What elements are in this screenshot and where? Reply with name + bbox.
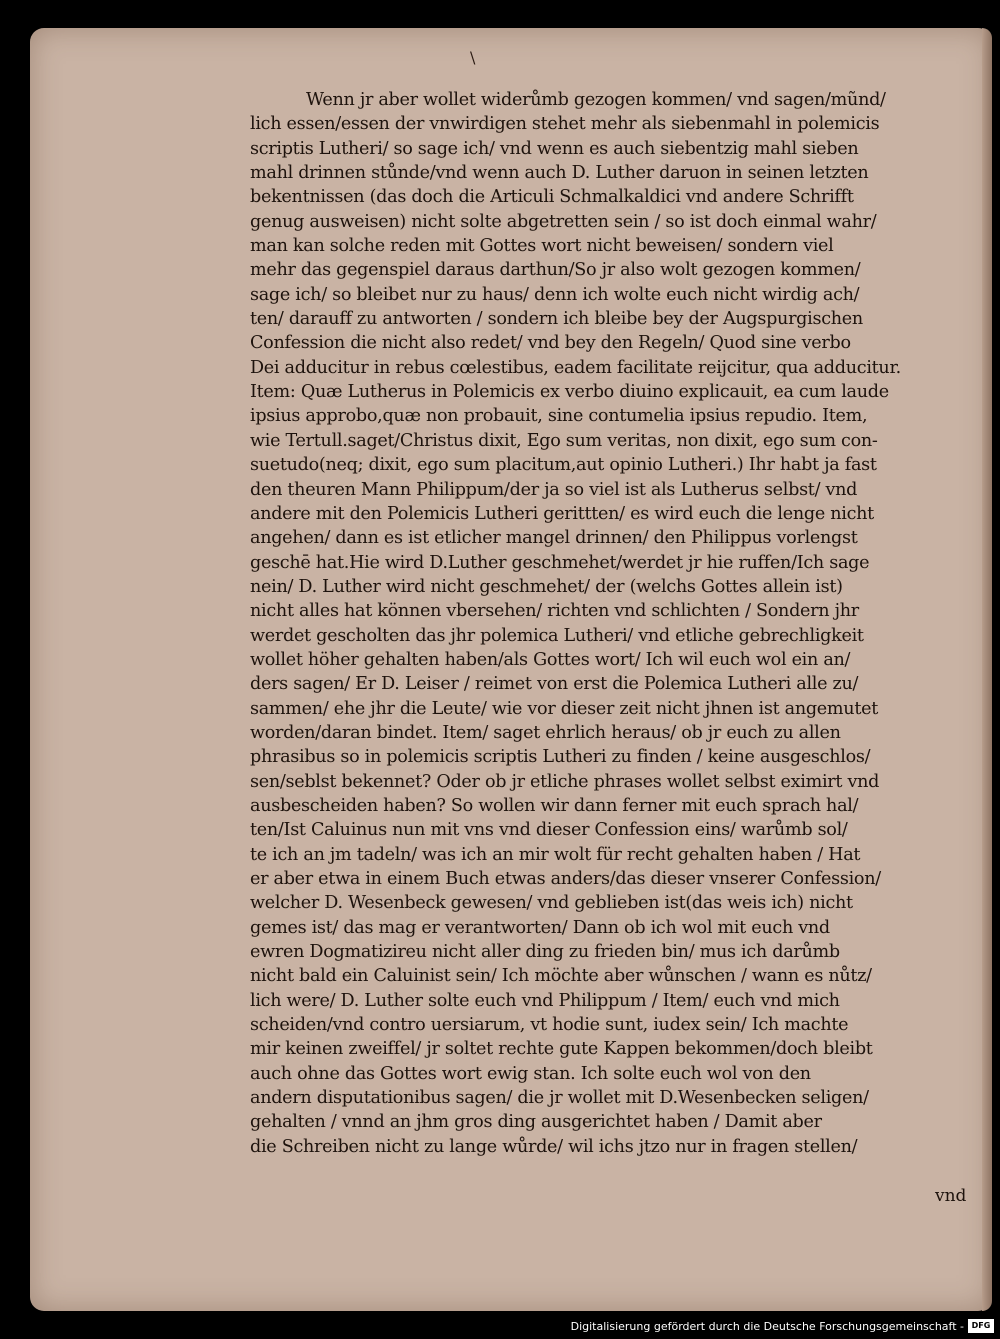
- footer-bar: [0, 1315, 1000, 1339]
- text-line: Wenn jr aber wollet widerůmb gezogen kommen/ vnd sagen/mũnd/: [306, 90, 886, 110]
- text-line: nein/ D. Luther wird nicht geschmehet/ der (welchs Gottes allein ist): [250, 576, 843, 597]
- text-line: werdet gescholten das jhr polemica Lutheri/ vnd etliche gebrechligkeit: [250, 625, 864, 646]
- text-line: wollet höher gehalten haben/als Gottes wort/ Ich wil euch wol ein an/: [250, 649, 851, 670]
- text-line: angehen/ dann es ist etlicher mangel drinnen/ den Philippus vorlengst: [250, 528, 858, 549]
- text-line: sen/seblst bekennet? Oder ob jr etliche phrases wollet selbst eximirt vnd: [250, 771, 880, 792]
- text-line: bekentnissen (das doch die Articuli Schmalkaldici vnd andere Schrifft: [250, 187, 854, 208]
- text-line: geschē hat.Hie wird D.Luther geschmehet/werdet jr hie ruffen/Ich sage: [250, 552, 870, 573]
- text-line: die Schreiben nicht zu lange wůrde/ wil ichs jtzo nur in fragen stellen/: [250, 1136, 858, 1157]
- body-text: [250, 88, 950, 1159]
- text-line: man kan solche reden mit Gottes wort nicht beweisen/ sondern viel: [250, 236, 834, 257]
- catchword: vnd: [935, 1186, 967, 1206]
- text-line: gemes ist/ das mag er verantworten/ Dann ob ich wol mit euch vnd: [250, 917, 830, 938]
- text-line: lich essen/essen der vnwirdigen stehet mehr als siebenmahl in polemicis: [250, 114, 880, 135]
- text-line: auch ohne das Gottes wort ewig stan. Ich solte euch wol von den: [250, 1063, 811, 1084]
- text-line: ders sagen/ Er D. Leiser / reimet von erst die Polemica Lutheri alle zu/: [250, 674, 859, 695]
- funding-notice: Digitalisierung gefördert durch die Deutsche Forschungsgemeinschaft -: [570, 1320, 964, 1333]
- text-line: suetudo(neq; dixit, ego sum placitum,aut opinio Lutheri.) Ihr habt ja fast: [250, 455, 877, 476]
- text-line: sammen/ ehe jhr die Leute/ wie vor dieser zeit nicht jhnen ist angemutet: [250, 698, 878, 719]
- text-line: mir keinen zweiffel/ jr soltet rechte gute Kappen bekommen/doch bleibt: [250, 1039, 873, 1060]
- text-line: welcher D. Wesenbeck gewesen/ vnd geblieben ist(das weis ich) nicht: [250, 893, 853, 914]
- dfg-logo: DFG: [968, 1319, 994, 1333]
- text-line: ten/Ist Caluinus nun mit vns vnd dieser Confession eins/ warůmb sol/: [250, 820, 848, 841]
- text-line: Dei adducitur in rebus cœlestibus, eadem facilitate reijcitur, qua adducitur.: [250, 357, 901, 378]
- text-line: er aber etwa in einem Buch etwas anders/das dieser vnserer Confession/: [250, 869, 881, 889]
- text-line: lich were/ D. Luther solte euch vnd Philippum / Item/ euch vnd mich: [250, 990, 840, 1011]
- text-line: den theuren Mann Philippum/der ja so viel ist als Lutherus selbst/ vnd: [250, 479, 858, 500]
- text-line: wie Tertull.saget/Christus dixit, Ego sum veritas, non dixit, ego sum con-: [250, 430, 878, 451]
- text-line: mahl drinnen stůnde/vnd wenn auch D. Luther daruon in seinen letzten: [250, 163, 869, 184]
- text-line: ten/ darauff zu antworten / sondern ich bleibe bey der Augspurgischen: [250, 309, 863, 330]
- text-line: genug ausweisen) nicht solte abgetretten sein / so ist doch einmal wahr/: [250, 211, 877, 232]
- text-line: ausbescheiden haben? So wollen wir dann ferner mit euch sprach hal/: [250, 795, 859, 816]
- text-line: mehr das gegenspiel daraus darthun/So jr also wolt gezogen kommen/: [250, 260, 861, 281]
- text-line: ewren Dogmatizireu nicht aller ding zu frieden bin/ mus ich darůmb: [250, 942, 840, 963]
- text-line: phrasibus so in polemicis scriptis Lutheri zu finden / keine ausgeschlos/: [250, 747, 871, 768]
- text-line: andern disputationibus sagen/ die jr wollet mit D.Wesenbecken seligen/: [250, 1088, 869, 1109]
- text-line: worden/daran bindet. Item/ saget ehrlich heraus/ ob jr euch zu allen: [250, 722, 841, 743]
- page-edge: [982, 28, 992, 1311]
- page-mark: \: [470, 48, 476, 67]
- text-line: te ich an jm tadeln/ was ich an mir wolt für recht gehalten haben / Hat: [250, 844, 861, 865]
- text-line: gehalten / vnnd an jhm gros ding ausgerichtet haben / Damit aber: [250, 1112, 822, 1133]
- text-line: nicht alles hat können vbersehen/ richten vnd schlichten / Sondern jhr: [250, 601, 859, 622]
- text-line: Item: Quæ Lutherus in Polemicis ex verbo diuino explicauit, ea cum laude: [250, 382, 889, 403]
- text-line: scheiden/vnd contro uersiarum, vt hodie sunt, iudex sein/ Ich machte: [250, 1015, 849, 1036]
- text-line: andere mit den Polemicis Lutheri gerittten/ es wird euch die lenge nicht: [250, 503, 874, 524]
- text-line: Confession die nicht also redet/ vnd bey den Regeln/ Quod sine verbo: [250, 333, 851, 354]
- text-line: sage ich/ so bleibet nur zu haus/ denn ich wolte euch nicht wirdig ach/: [250, 284, 860, 305]
- text-line: nicht bald ein Caluinist sein/ Ich möchte aber wůnschen / wann es nůtz/: [250, 966, 872, 987]
- text-line: ipsius approbo,quæ non probauit, sine contumelia ipsius repudio. Item,: [250, 406, 868, 427]
- text-line: scriptis Lutheri/ so sage ich/ vnd wenn es auch siebentzig mahl sieben: [250, 138, 859, 159]
